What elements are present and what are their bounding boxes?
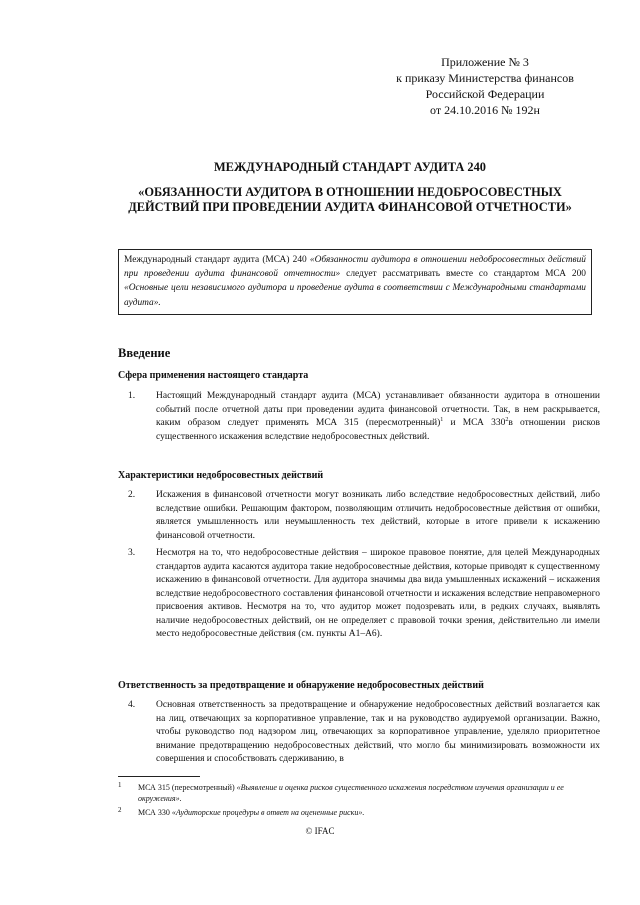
paragraph-3 — [120, 547, 600, 642]
section-heading-scope: Сфера применения настоящего стандарта — [118, 370, 309, 381]
footnote-text-part: МСА 315 (пересмотренный) — [138, 783, 237, 792]
appendix-line-1: Приложение № 3 — [441, 55, 529, 69]
footnote-ref-2: 2 — [505, 416, 509, 423]
footnote-text — [138, 807, 600, 818]
paragraph-text — [156, 390, 600, 444]
paragraph-text: Основная ответственность за предотвращение и обнаружение недобросовестных действий возлагается как на лиц, отвечающих за корпоративное управление, так и на руководство аудируемой организации. Важно, чтобы руководство под надзором лиц, отвечающих за корпоративное управление, уделяло приоритетное внимание предотвращению недобросовестных действий, что могло бы минимизировать возможности их совершения и способствовать сдерживанию, в — [156, 700, 600, 764]
box-text-3: следует рассматривать вместе со стандартом МСА 200 — [340, 269, 586, 280]
footnote-text — [138, 782, 600, 804]
footnote-text-part: «Аудиторские процедуры в ответ на оцененные риски». — [171, 808, 365, 817]
footnote-text-part: МСА 330 — [138, 808, 172, 817]
paragraph-text-part: Настоящий Международный стандарт аудита (МСА) устанавливает обязанности аудитора в отношении событий после отчетной даты при проведении аудита финансовой отчетности. Так, в нем раскрывается, каким образом следует применять МСА 315 (пересмотренный) — [156, 391, 600, 428]
intro-heading: Введение — [118, 346, 171, 360]
title-line-3: ДЕЙСТВИЙ ПРИ ПРОВЕДЕНИИ АУДИТА ФИНАНСОВОЙ ОТЧЕТНОСТИ» — [128, 200, 572, 214]
paragraph-number: 2. — [128, 490, 136, 500]
box-text-2: «Обязанности аудитора в отношении недобросовестных действий при проведении аудита финансовой отчетности» — [124, 255, 586, 280]
footnote-text-part: «Выявление и оценка рисков существенного искажения посредством изучения организации и ее окружения». — [138, 783, 564, 803]
appendix-line-3: Российской Федерации — [425, 87, 545, 101]
appendix-line-4: от 24.10.2016 № 192н — [430, 103, 540, 117]
appendix-block — [370, 54, 600, 118]
paragraph-2 — [120, 489, 600, 543]
footnote-number: 2 — [118, 806, 122, 814]
paragraph-number: 4. — [128, 700, 136, 710]
paragraph-text-part: в отношении рисков существенного искажения вследствие недобросовестных действий. — [156, 418, 600, 442]
footnote-number: 1 — [118, 781, 122, 789]
footnote-separator — [118, 776, 200, 777]
box-text-1: Международный стандарт аудита (МСА) 240 — [124, 255, 310, 265]
standard-note-box — [118, 249, 592, 315]
section-heading-characteristics: Характеристики недобросовестных действий — [118, 470, 324, 481]
appendix-line-2: к приказу Министерства финансов — [396, 71, 574, 85]
title-line-1: МЕЖДУНАРОДНЫЙ СТАНДАРТ АУДИТА 240 — [213, 160, 487, 174]
box-text-4: «Основные цели независимого аудитора и проведение аудита в соответствии с Международными стандартами аудита». — [124, 283, 586, 308]
footnote-1 — [118, 782, 600, 804]
paragraph-4 — [120, 699, 600, 767]
paragraph-text: Несмотря на то, что недобросовестные действия – широкое правовое понятие, для целей Международных стандартов аудита касаются аудитора такие недобросовестные действия, которые приводят к существенному искажению в финансовой отчетности. Для аудитора значимы два вида умышленных искажений – искажения вследствие недобросовестного составления финансовой отчетности и искажения вследствие неправомерного присвоения активов. Несмотря на то, что аудитор может подозревать или, в редких случаях, выявлять наличие недобросовестных действий, он не определяет с правовой точки зрения, действительно ли имели место недобросовестные действия (см. пункты А1–А6). — [156, 548, 600, 639]
paragraph-1 — [120, 390, 600, 444]
section-heading-responsibility: Ответственность за предотвращение и обнаружение недобросовестных действий — [118, 680, 484, 691]
footnote-ref-1: 1 — [440, 416, 444, 423]
paragraph-number: 1. — [128, 391, 136, 401]
footnote-2 — [118, 807, 600, 818]
paragraph-number: 3. — [128, 548, 136, 558]
page-footer: © IFAC — [305, 826, 335, 836]
document-title — [90, 160, 610, 215]
title-line-2: «ОБЯЗАННОСТИ АУДИТОРА В ОТНОШЕНИИ НЕДОБРОСОВЕСТНЫХ — [138, 185, 562, 199]
paragraph-text-part: и МСА 330 — [443, 418, 506, 428]
paragraph-text: Искажения в финансовой отчетности могут возникать либо вследствие недобросовестных действий, либо вследствие ошибки. Решающим фактором, позволяющим отличить недобросовестные действия от ошибки, является умышленность или неумышленность тех действий, которые в итоге привели к искажению финансовой отчетности. — [156, 490, 600, 541]
